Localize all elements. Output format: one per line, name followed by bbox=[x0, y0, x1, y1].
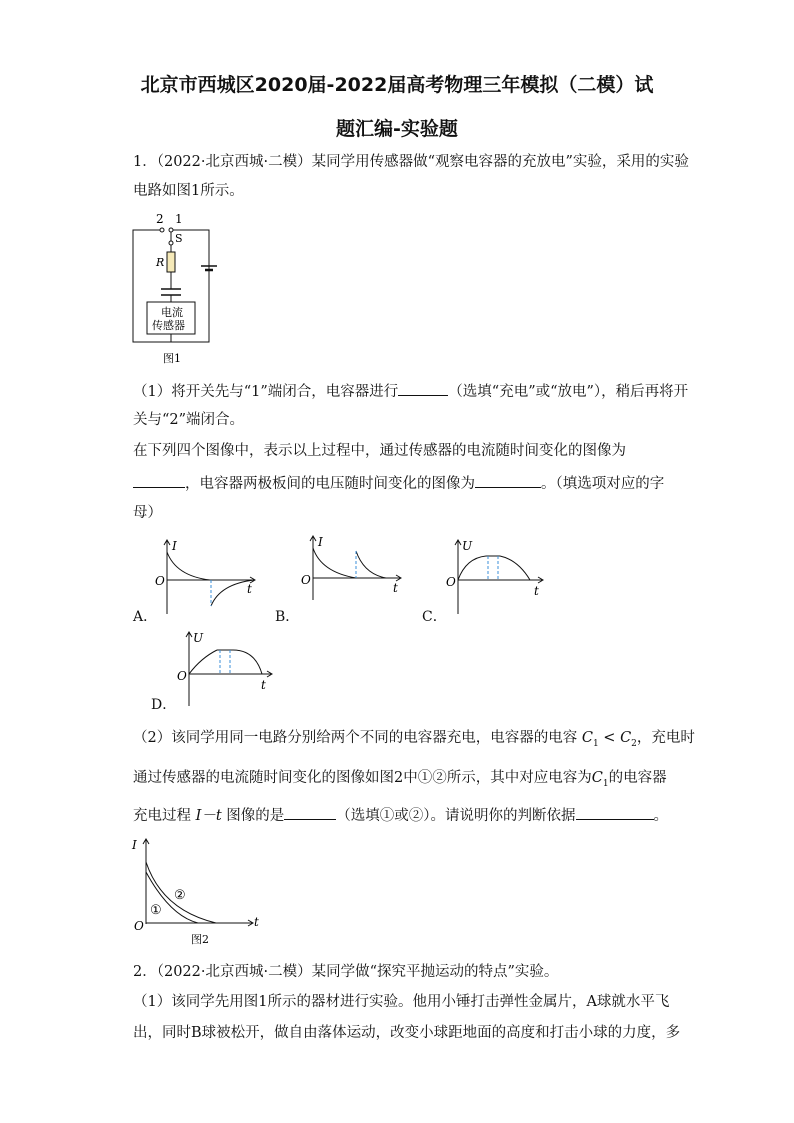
q1-blank-charge-discharge[interactable] bbox=[398, 380, 448, 396]
option-a-letter[interactable]: A． bbox=[133, 609, 158, 625]
q1-part2-text-a: （2）该同学用同一电路分别给两个不同的电容器充电，电容器的电容 bbox=[133, 730, 578, 746]
circuit-figure-1 bbox=[125, 210, 225, 370]
doc-title-line1: 北京市西城区2020届-2022届高考物理三年模拟（二模）试 bbox=[140, 74, 654, 96]
option-c-graph bbox=[444, 538, 549, 618]
q1-stem-line1: 1．（2022·北京西城·二模）某同学用传感器做“观察电容器的充放电”实验，采用的实验 bbox=[133, 154, 689, 170]
q1-part1-text-a: （1）将开关先与“1”端闭合，电容器进行 bbox=[133, 384, 399, 400]
switch-pos-2-label: 2 bbox=[156, 212, 164, 226]
q1-part2-lt: < bbox=[603, 730, 616, 746]
option-b-letter[interactable]: B． bbox=[275, 609, 300, 625]
q1-part2-text-c: 通过传感器的电流随时间变化的图像如图2中①②所示，其中对应电容为 bbox=[133, 770, 592, 786]
q1-blank-current-graph[interactable] bbox=[133, 472, 185, 488]
q1-blank-curve-choice[interactable] bbox=[284, 804, 336, 820]
q1-blank-voltage-graph[interactable] bbox=[475, 472, 541, 488]
q1-part1-text-c: ，电容器两极板间的电压随时间变化的图像为 bbox=[185, 476, 475, 492]
switch-pos-1-label: 1 bbox=[175, 212, 183, 226]
q1-part2-c2-sub: 2 bbox=[631, 738, 637, 749]
curve-1-label: ① bbox=[150, 903, 162, 918]
option-a-origin: O bbox=[155, 574, 165, 588]
q1-part1-line5: 母） bbox=[133, 505, 162, 521]
q1-part2-line2 bbox=[133, 768, 667, 794]
q1-part1-line3: 在下列四个图像中，表示以上过程中，通过传感器的电流随时间变化的图像为 bbox=[133, 443, 626, 459]
q2-part1-line1: （1）该同学先用图1所示的器材进行实验。他用小锤打击弹性金属片，A球就水平飞 bbox=[133, 994, 670, 1010]
q1-part1-line4 bbox=[133, 472, 664, 494]
sensor-label-line2: 传感器 bbox=[152, 319, 185, 332]
q1-part2-c2: C bbox=[620, 730, 632, 746]
option-a-xlabel: t bbox=[247, 582, 252, 596]
q1-part2-it: I－t bbox=[195, 808, 222, 824]
q1-part1-text-d: 。（填选项对应的字 bbox=[541, 476, 665, 492]
option-b-origin: O bbox=[301, 573, 311, 587]
option-a-ylabel: I bbox=[172, 539, 177, 553]
option-c-letter[interactable]: C． bbox=[422, 609, 447, 625]
figure-1-caption: 图1 bbox=[163, 352, 181, 365]
doc-title-line2: 题汇编-实验题 bbox=[336, 118, 458, 140]
option-c-origin: O bbox=[446, 575, 456, 589]
q2-part1-line2: 出，同时B球被松开，做自由落体运动，改变小球距地面的高度和打击小球的力度，多 bbox=[133, 1025, 681, 1041]
q1-part2-text-g: （选填①或②）。请说明你的判断依据 bbox=[336, 808, 576, 824]
q1-part2-text-h: 。 bbox=[653, 808, 669, 824]
option-c-xlabel: t bbox=[534, 584, 539, 598]
q1-part2-text-b: ，充电时 bbox=[636, 730, 695, 746]
q2-stem: 2．（2022·北京西城·二模）某同学做“探究平抛运动的特点”实验。 bbox=[133, 964, 559, 980]
sensor-label-line1: 电流 bbox=[161, 306, 183, 319]
q1-part2-c1-sub: 1 bbox=[592, 738, 599, 749]
switch-label: S bbox=[175, 232, 183, 245]
option-c-ylabel: U bbox=[462, 539, 473, 553]
option-d-ylabel: U bbox=[193, 631, 204, 645]
figure-2-xlabel: t bbox=[254, 915, 259, 929]
q1-part1-text-b: （选填“充电”或“放电”），稍后再将开 bbox=[448, 384, 689, 400]
q1-part2-text-d: 的电容器 bbox=[608, 770, 667, 786]
figure-2-ylabel: I bbox=[132, 838, 137, 852]
option-d-letter[interactable]: D． bbox=[151, 697, 177, 713]
option-d-origin: O bbox=[177, 669, 187, 683]
option-a-graph bbox=[150, 538, 260, 618]
figure-2-caption: 图2 bbox=[191, 933, 209, 946]
resistor-label: R bbox=[156, 256, 165, 269]
option-d-graph bbox=[175, 630, 280, 710]
option-d-xlabel: t bbox=[261, 678, 266, 692]
q1-blank-reason[interactable] bbox=[576, 804, 654, 820]
q1-part2-c1b: C bbox=[591, 770, 603, 786]
q1-part2-text-f: 图像的是 bbox=[226, 808, 285, 824]
q1-part1-line1 bbox=[133, 380, 688, 402]
curve-2-label: ② bbox=[174, 888, 186, 903]
figure-2-graph bbox=[128, 836, 268, 951]
figure-2-origin: O bbox=[134, 919, 144, 933]
q1-part2-c1: C bbox=[581, 730, 593, 746]
q1-stem-line2: 电路如图1所示。 bbox=[133, 183, 244, 199]
q1-part1-line2: 关与“2”端闭合。 bbox=[133, 412, 245, 428]
q1-part2-c1b-sub: 1 bbox=[602, 778, 609, 789]
option-b-graph bbox=[300, 534, 410, 604]
option-b-ylabel: I bbox=[318, 535, 323, 549]
option-b-xlabel: t bbox=[393, 581, 398, 595]
q1-part2-line3 bbox=[133, 804, 668, 826]
q1-part2-line1 bbox=[133, 728, 695, 754]
q1-part2-text-e: 充电过程 bbox=[133, 808, 191, 824]
